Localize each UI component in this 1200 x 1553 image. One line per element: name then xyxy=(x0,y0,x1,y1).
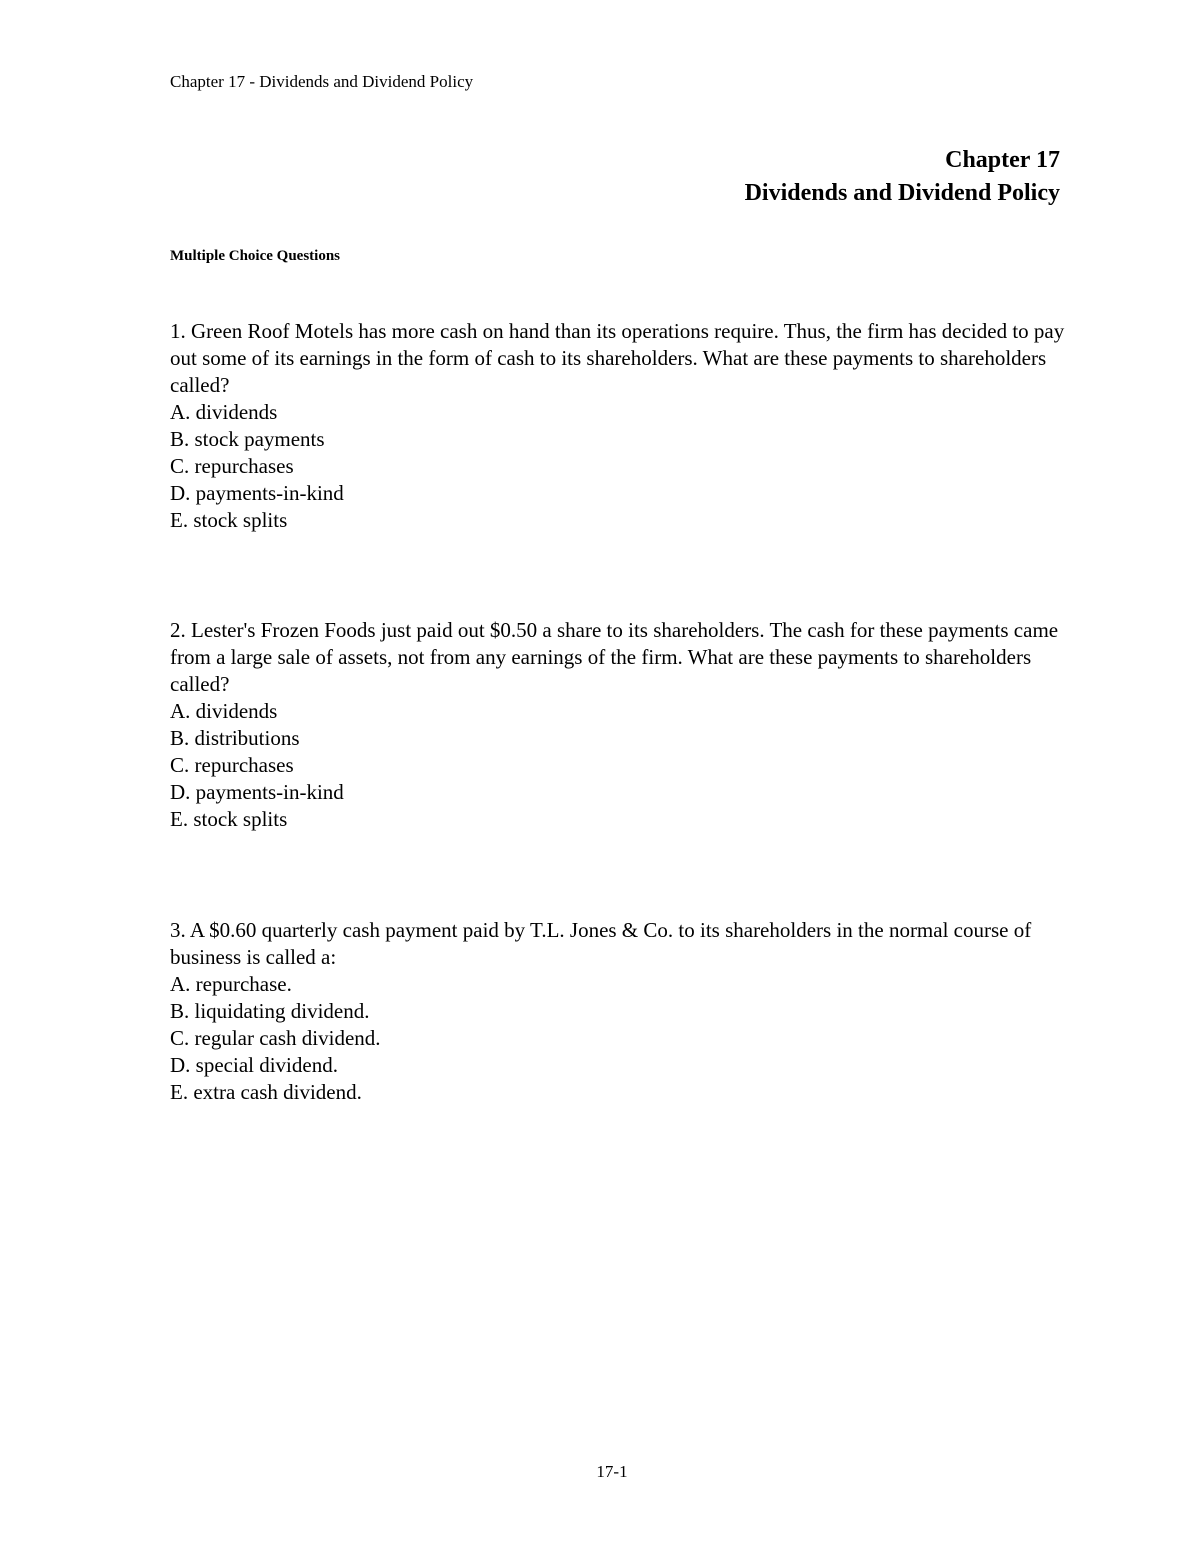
question-1-option-e: E. stock splits xyxy=(170,508,288,532)
question-3-option-a: A. repurchase. xyxy=(170,972,292,996)
question-1-stem: 1. Green Roof Motels has more cash on hand than its operations require. Thus, the firm has decided to pay out some of its earnings in the form of cash to its shareholders. What are these payments to shareholders called? xyxy=(170,319,1065,397)
question-3-option-e: E. extra cash dividend. xyxy=(170,1080,362,1104)
question-3-option-b: B. liquidating dividend. xyxy=(170,999,370,1023)
question-2-option-b: B. distributions xyxy=(170,726,300,750)
question-3-options xyxy=(170,971,1070,1106)
question-2-stem: 2. Lester's Frozen Foods just paid out $0.50 a share to its shareholders. The cash for these payments came from a large sale of assets, not from any earnings of the firm. What are these payments to shareholders called? xyxy=(170,618,1059,696)
question-1-option-d: D. payments-in-kind xyxy=(170,481,344,505)
question-1-option-b: B. stock payments xyxy=(170,427,325,451)
question-1-option-a: A. dividends xyxy=(170,400,278,424)
question-1 xyxy=(170,318,1070,534)
chapter-title: Dividends and Dividend Policy xyxy=(744,180,1060,206)
chapter-heading xyxy=(745,144,1060,210)
question-2-option-c: C. repurchases xyxy=(170,753,294,777)
chapter-number: Chapter 17 xyxy=(945,147,1060,173)
question-2-option-d: D. payments-in-kind xyxy=(170,780,344,804)
question-3-stem: 3. A $0.60 quarterly cash payment paid by T.L. Jones & Co. to its shareholders in the normal course of business is called a: xyxy=(170,918,1032,969)
question-1-option-c: C. repurchases xyxy=(170,454,294,478)
question-2-options xyxy=(170,698,1070,833)
page-number: 17-1 xyxy=(596,1462,628,1481)
question-3 xyxy=(170,917,1070,1106)
question-3-option-c: C. regular cash dividend. xyxy=(170,1026,381,1050)
question-1-options xyxy=(170,399,1070,534)
running-header: Chapter 17 - Dividends and Dividend Policy xyxy=(170,72,474,91)
question-2-option-e: E. stock splits xyxy=(170,807,288,831)
section-label: Multiple Choice Questions xyxy=(170,248,341,264)
question-2-option-a: A. dividends xyxy=(170,699,278,723)
question-2 xyxy=(170,617,1070,833)
question-3-option-d: D. special dividend. xyxy=(170,1053,338,1077)
